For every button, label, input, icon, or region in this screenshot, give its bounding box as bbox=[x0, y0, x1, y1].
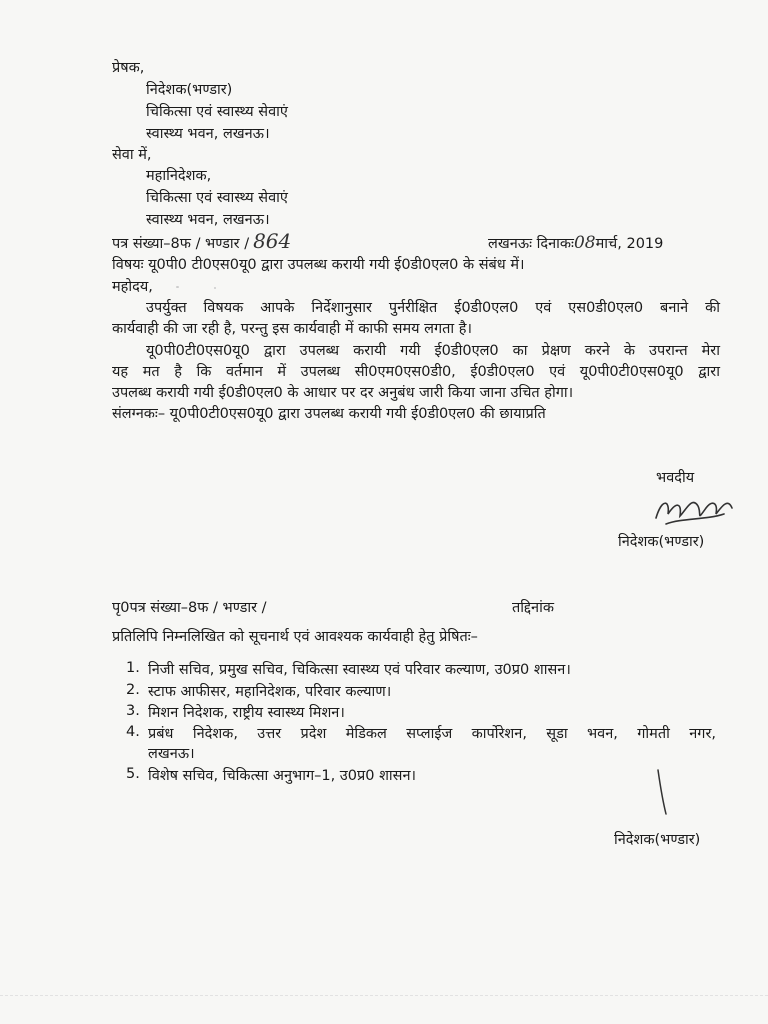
para2-line-3: उपलब्ध करायी गयी ई0डी0एल0 के आधार पर दर अनुबंध जारी किया जाना उचित होगा। bbox=[112, 385, 574, 401]
para2-line-1: यू0पी0टी0एस0यू0 द्वारा उपलब्ध करायी गयी ई0डी0एल0 का प्रेक्षण करने के उपरान्त मेरा bbox=[146, 343, 720, 359]
bottom-signature-designation: निदेशक(भण्डार) bbox=[614, 832, 701, 848]
endorsement-number: पृ0पत्र संख्या–8फ / भण्डार / bbox=[112, 600, 267, 616]
date-suffix: मार्च, 2019 bbox=[595, 236, 664, 252]
recipient-line-1: महानिदेशक, bbox=[146, 168, 212, 184]
letter-number-handwritten: 864 bbox=[253, 229, 292, 253]
list-item-number: 2. bbox=[126, 682, 140, 698]
list-item: विशेष सचिव, चिकित्सा अनुभाग–1, उ0प्र0 शासन। bbox=[148, 768, 417, 784]
scan-fold-line bbox=[0, 995, 768, 996]
list-item: स्टाफ आफीसर, महानिदेशक, परिवार कल्याण। bbox=[148, 684, 392, 700]
list-item: प्रबंध निदेशक, उत्तर प्रदेश मेडिकल सप्लाईज कार्पोरेशन, सूडा भवन, गोमती नगर, bbox=[148, 726, 716, 742]
list-item: निजी सचिव, प्रमुख सचिव, चिकित्सा स्वास्थ्य एवं परिवार कल्याण, उ0प्र0 शासन। bbox=[148, 662, 571, 678]
sender-line-2: चिकित्सा एवं स्वास्थ्य सेवाएं bbox=[146, 104, 288, 120]
sender-line-1: निदेशक(भण्डार) bbox=[146, 82, 233, 98]
sender-line-3: स्वास्थ्य भवन, लखनऊ। bbox=[146, 126, 270, 142]
letter-number-text: पत्र संख्या–8फ / भण्डार / bbox=[112, 236, 250, 252]
letter-number bbox=[112, 231, 291, 254]
place-date bbox=[488, 233, 663, 254]
subject-line: विषयः यू0पी0 टी0एस0यू0 द्वारा उपलब्ध करायी गयी ई0डी0एल0 के संबंध में। bbox=[112, 257, 525, 273]
scan-speck bbox=[176, 286, 179, 288]
scan-speck bbox=[214, 287, 216, 289]
endorsement-date: तद्दिनांक bbox=[512, 600, 554, 616]
handwritten-signature bbox=[648, 488, 740, 534]
recipient-line-2: चिकित्सा एवं स्वास्थ्य सेवाएं bbox=[146, 190, 288, 206]
salutation: महोदय, bbox=[112, 279, 153, 295]
list-item-number: 3. bbox=[126, 703, 140, 719]
place-date-prefix: लखनऊः दिनाकः bbox=[488, 236, 574, 252]
list-item: मिशन निदेशक, राष्ट्रीय स्वास्थ्य मिशन। bbox=[148, 705, 345, 721]
enclosure-line: संलग्नकः– यू0पी0टी0एस0यू0 द्वारा उपलब्ध करायी गयी ई0डी0एल0 की छायाप्रति bbox=[112, 406, 546, 422]
recipient-line-3: स्वास्थ्य भवन, लखनऊ। bbox=[146, 212, 270, 228]
copy-intro: प्रतिलिपि निम्नलिखित को सूचनार्थ एवं आवश्यक कार्यवाही हेतु प्रेषितः– bbox=[112, 629, 478, 645]
para1-line-1: उपर्युक्त विषयक आपके निर्देशानुसार पुर्नरीक्षित ई0डी0एल0 एवं एस0डी0एल0 बनाने की bbox=[146, 300, 720, 316]
sender-label: प्रेषक, bbox=[112, 60, 145, 76]
list-item-continuation: लखनऊ। bbox=[148, 746, 195, 762]
list-item-number: 1. bbox=[126, 660, 140, 676]
para2-line-2: यह मत है कि वर्तमान में उपलब्ध सी0एम0एस0डी0, ई0डी0एल0 एवं यू0पी0टी0एस0यू0 द्वारा bbox=[112, 364, 720, 380]
signature-designation: निदेशक(भण्डार) bbox=[618, 534, 705, 550]
list-item-number: 4. bbox=[126, 724, 140, 740]
initial-mark bbox=[652, 768, 672, 818]
para1-line-2: कार्यवाही की जा रही है, परन्तु इस कार्यवाही में काफी समय लगता है। bbox=[112, 321, 472, 337]
date-handwritten: 08 bbox=[573, 233, 596, 253]
closing: भवदीय bbox=[656, 470, 695, 486]
list-item-number: 5. bbox=[126, 766, 140, 782]
to-label: सेवा में, bbox=[112, 147, 152, 163]
